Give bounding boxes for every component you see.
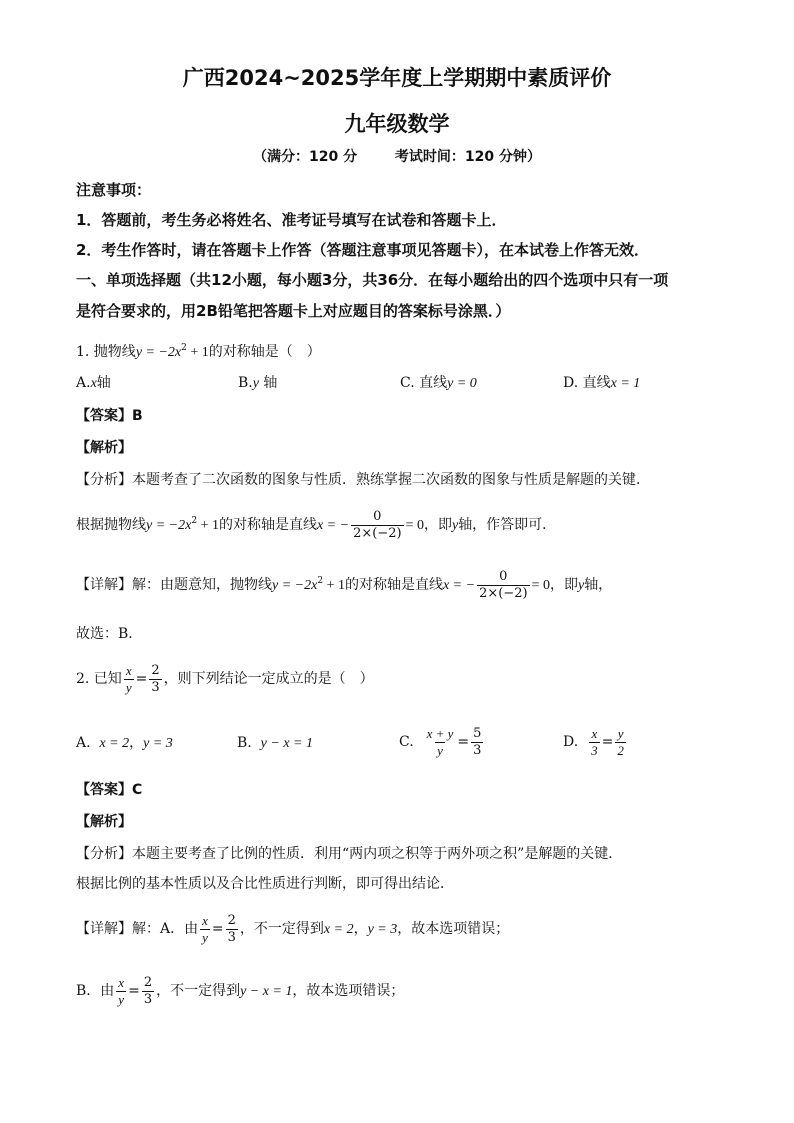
q1-option-c: C. 直线y = 0 [400,375,477,391]
q1-stem: 1. 抛物线$y = -2x^2 + 1$的对称轴是（ ） [76,343,321,360]
score-info: （满分：120 分 [253,149,358,165]
q1-conclusion: 故选：B． [76,626,143,642]
exam-subtitle: 九年级数学 [344,112,450,136]
q2-stem-rhs: $\frac{2}{3}$ [151,662,160,695]
q2-option-c: C. $\frac{x + y}{y}$ = $\frac{5}{3}$ [399,725,482,758]
time-info: 考试时间：120 分钟） [394,149,541,165]
q2-reason: 根据比例的基本性质以及合比性质进行判断，即可得出结论． [76,876,454,892]
q2-fenxi: 【分析】本题主要考查了比例的性质．利用“两内项之积等于两外项之积”是解题的关键． [76,846,623,862]
q2-stem-lhs: $\frac{x}{y}$ [125,662,132,695]
q2-detail-a: 【详解】解：A．由 $\frac{x}{y}$ = $\frac{2}{3}$ ，不一定得到x = 2，y = 3，故本选项错误； [76,912,510,945]
notice-heading: 注意事项： [76,181,152,199]
notice-item-1: 1．答题前，考生务必将姓名、准考证号填写在试卷和答题卡上． [76,211,507,229]
q1-answer: 【答案】B [76,408,143,424]
exam-title: 广西2024~2025学年度上学期期中素质评价 [182,66,612,90]
q2-analysis-label: 【解析】 [76,814,132,830]
q2-stem: 2. 已知 $\frac{x}{y}$ = $\frac{2}{3}$ ，则下列结论一定成立的是（ ） [76,662,374,695]
q1-analysis-label: 【解析】 [76,440,132,456]
q1-option-a: A.x轴 [76,375,111,391]
q1-detail-fraction: $\frac{0}{2\times(-2)}$ [479,568,528,601]
section-1-heading-cont: 是符合要求的，用2B铅笔把答题卡上对应题目的答案标号涂黑．） [76,302,511,320]
q2-answer: 【答案】C [76,782,143,798]
q1-fenxi: 【分析】本题考查了二次函数的图象与性质．熟练掌握二次函数的图象与性质是解题的关键． [76,472,650,488]
q2-option-d: D. $\frac{x}{3}$ = $\frac{y}{2}$ [563,725,624,758]
q1-option-b: B.y 轴 [238,375,278,391]
q2-option-a: A. x = 2，y = 3 [76,735,173,751]
q1-option-d: D. 直线x = 1 [563,375,641,391]
q1-reason: 根据抛物线$y = -2x^2 + 1$的对称轴是直线x = − $\frac{0}{2\times(-2)}$ = 0，即y轴，作答即可． [76,508,557,541]
q2-option-b: B. y − x = 1 [237,735,313,751]
notice-item-2: 2．考生作答时，请在答题卡上作答（答题注意事项见答题卡），在本试卷上作答无效． [76,241,649,259]
exam-info [0,146,794,166]
q1-detail: 【详解】解：由题意知，抛物线$y = -2x^2 + 1$的对称轴是直线x = − $\frac{0}{2\times(-2)}$ = 0，即y轴， [76,568,613,601]
section-1-heading: 一、单项选择题（共12小题，每小题3分，共36分．在每小题给出的四个选项中只有一项 [76,271,669,289]
q1-reason-fraction: $\frac{0}{2\times(-2)}$ [353,508,402,541]
q2-detail-b: B．由 $\frac{x}{y}$ = $\frac{2}{3}$ ，不一定得到y − x = 1，故本选项错误； [76,974,405,1007]
